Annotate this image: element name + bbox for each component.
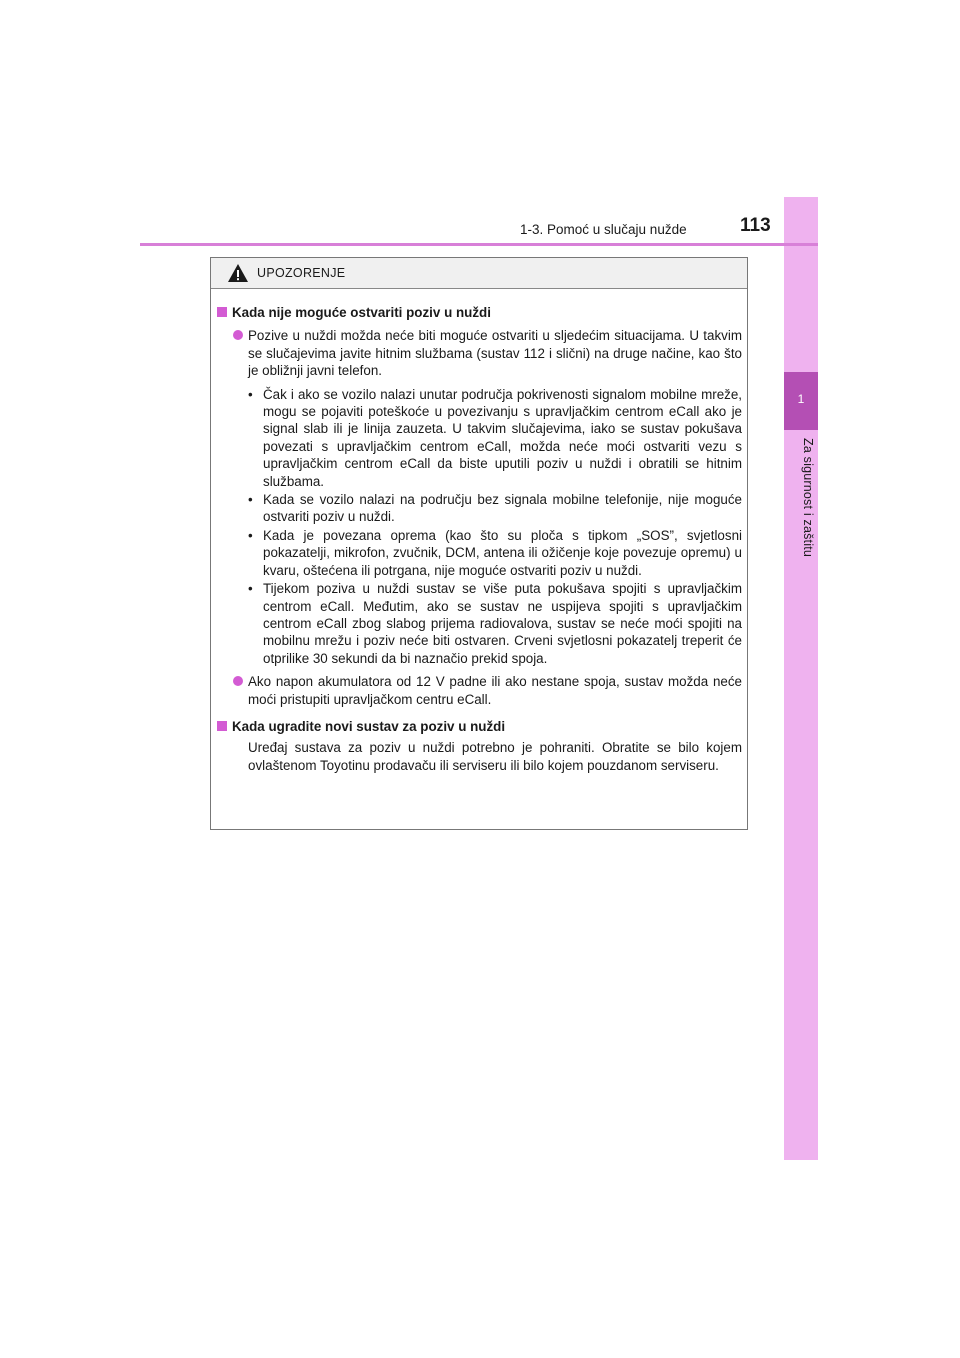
warning-header [211,258,747,289]
dot-bullet-icon: • [248,492,253,508]
sub-list-item-text: Čak i ako se vozilo nalazi unutar područja pokrivenosti signalom mobilne mreže, mogu se pojaviti poteškoće u povezivanju s upravljačkim centrom eCall ako je signal slab ili je linija zauzeta. U takvim slučajevima, iako se sustav pokušava povezati s upravljačkim centrom eCall, možda neće moći ostvariti vezu s upravljačkim centrom eCall da biste uputili poziv u nuždi i obratili se hitnim službama. [263,386,742,489]
sub-list-item [248,491,742,526]
section-heading [217,304,742,321]
sub-list-item-text: Tijekom poziva u nuždi sustav se više puta pokušava spojiti s upravljačkim centrom eCall. Međutim, ako se sustav ne uspijeva spojiti s upravljačkim centrom eCall zbog slabog prijema radiovalova, sustav se neće moći spojiti na mobilnu mrežu i poziv neće biti ostvaren. Crveni svjetlosni pokazatelj treperit će otprilike 30 sekundi da bi naznačio prekid spoja. [263,581,742,666]
page-number: 113 [740,215,771,236]
section-paragraph: Uređaj sustava za poziv u nuždi potrebno je pohraniti. Obratite se bilo kojem ovlaštenom Toyotinu prodavaču ili serviseru ili bilo kojem pouzdanom serviseru. [248,740,742,773]
sub-list [217,386,742,668]
list-item [217,327,742,379]
section-heading-text: Kada nije moguće ostvariti poziv u nuždi [232,305,491,320]
section-heading [217,718,742,735]
square-bullet-icon [217,721,227,731]
warning-content [211,289,747,774]
circle-bullet-icon [233,330,243,340]
sub-list-item [248,386,742,490]
list-item [217,673,742,708]
header-divider [140,243,818,246]
warning-triangle-icon [227,263,249,283]
square-bullet-icon [217,307,227,317]
circle-bullet-icon [233,676,243,686]
dot-bullet-icon: • [248,527,253,543]
chapter-side-tab [784,197,818,1160]
chapter-number: 1 [797,392,805,406]
list-item-text: Ako napon akumulatora od 12 V padne ili ako nestane spoja, sustav možda neće moći pristupiti upravljačkom centru eCall. [248,674,742,707]
sub-list-item-text: Kada je povezana oprema (kao što su ploča s tipkom „SOS”, svjetlosni pokazatelji, mikrofon, zvučnik, DCM, antena ili ožičenje koje povezuje opremu) u kvaru, oštećena ili potrgana, nije moguće ostvariti poziv u nuždi. [263,527,742,578]
dot-bullet-icon: • [248,581,253,597]
sub-list-item [248,527,742,579]
warning-title: UPOZORENJE [257,266,346,280]
section-title: 1-3. Pomoć u slučaju nužde [520,222,687,237]
warning-box [210,257,748,830]
sub-list-item-text: Kada se vozilo nalazi na području bez signala mobilne telefonije, nije moguće ostvariti poziv u nuždi. [263,492,742,525]
chapter-title: Za sigurnost i zaštitu [801,438,815,558]
dot-bullet-icon: • [248,386,253,402]
sub-list-item [248,580,742,667]
list-item-text: Pozive u nuždi možda neće biti moguće ostvariti u sljedećim situacijama. U takvim se slučajevima javite hitnim službama (sustav 112 i slični) na druge načine, kao što je obližnji javni telefon. [248,328,742,379]
section-heading-text: Kada ugradite novi sustav za poziv u nuždi [232,718,506,734]
